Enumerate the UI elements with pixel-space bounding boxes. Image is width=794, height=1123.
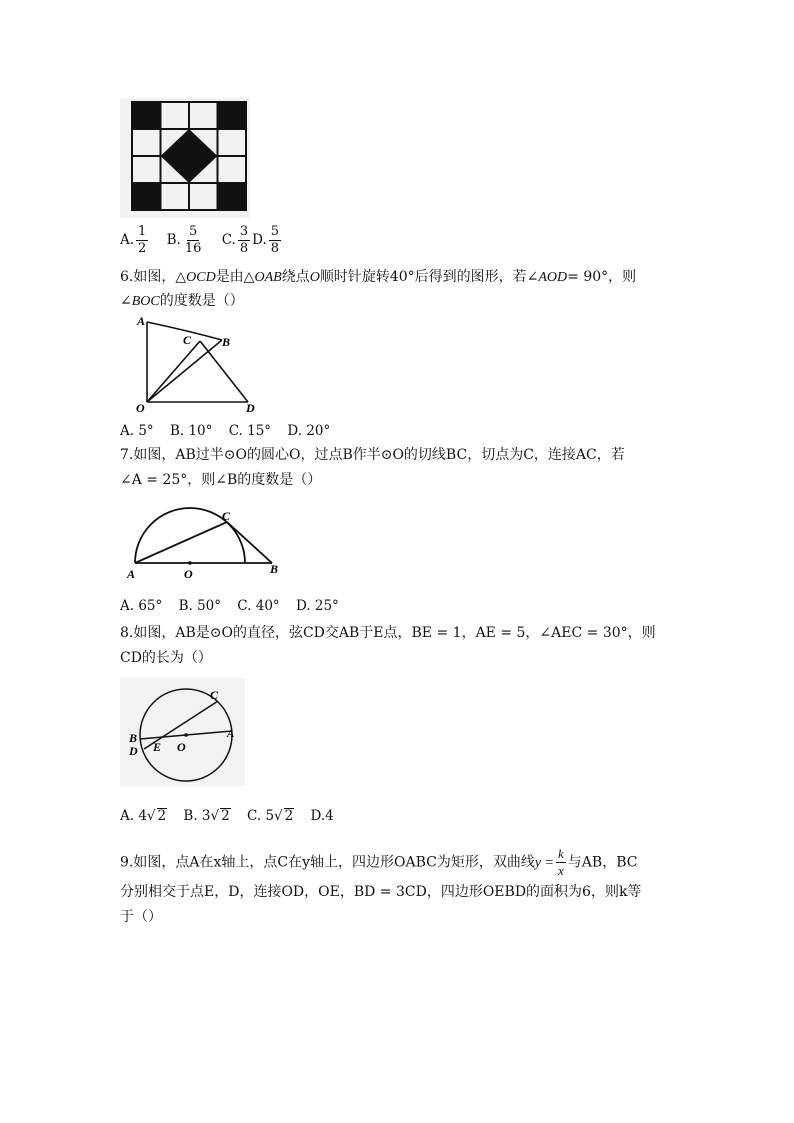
q8-option-a[interactable]: A. 4√ 2 <box>120 808 167 824</box>
segment-ob <box>147 340 222 402</box>
q8-option-c[interactable]: C. 5√ 2 <box>247 808 294 824</box>
q5-options <box>120 224 295 257</box>
q7-option-c[interactable]: C. 40° <box>237 598 280 614</box>
segment-ac <box>135 522 227 563</box>
q6-options <box>120 423 342 439</box>
q9-question-line-2: 分别相交于点E，D，连接OD，OE，BD = 3CD，四边形OEBD的面积为6，则k等 <box>120 884 642 900</box>
q7-question-line-1: 7.如图，AB过半⊙O的圆心O，过点B作半⊙O的切线BC，切点为C，连接AC，若 <box>120 447 625 463</box>
q8-options <box>120 808 346 824</box>
label-d: D <box>246 401 255 415</box>
label-b: B <box>270 562 279 576</box>
q7-option-d[interactable]: D. 25° <box>295 598 339 614</box>
label-b: B <box>222 335 231 349</box>
label-a: A <box>127 567 136 581</box>
q6-option-d[interactable]: D. 20° <box>287 423 331 439</box>
corner-square-bl <box>132 183 161 210</box>
q8-circle-figure <box>120 678 245 786</box>
q6-option-c[interactable]: C. 15° <box>228 423 272 439</box>
corner-square-tl <box>132 102 161 129</box>
q5-option-c[interactable]: C. $\frac{3}{8}$ <box>221 224 249 256</box>
q6-option-b[interactable]: B. 10° <box>169 423 213 439</box>
q8-option-d[interactable]: D.4 <box>310 808 334 824</box>
q7-option-a[interactable]: A. 65° <box>120 598 163 614</box>
q6-rotation-figure <box>130 312 270 416</box>
label-b: B <box>129 731 138 745</box>
q7-options <box>120 598 351 614</box>
segment-oc <box>147 341 200 402</box>
q7-semicircle-figure <box>122 505 292 585</box>
q6-question-line-2: ∠BOC的度数是（） <box>120 293 244 309</box>
q5-option-a[interactable]: A. $\frac{1}{2}$ <box>120 224 147 256</box>
corner-square-tr <box>218 102 247 129</box>
label-a: A <box>227 728 235 740</box>
q8-question-line-2: CD的长为（） <box>120 650 212 666</box>
label-c: C <box>183 333 192 347</box>
label-c: C <box>222 509 231 523</box>
q8-question-line-1: 8.如图，AB是⊙O的直径，弦CD交AB于E点，BE = 1，AE = 5，∠AEC = 30°，则 <box>120 625 656 641</box>
label-o: O <box>184 567 193 581</box>
label-a: A <box>137 314 146 328</box>
q6-question-line-1: 6.如图，△OCD是由△OAB绕点O顺时针旋转40°后得到的图形，若∠AOD= 90°，则 <box>120 269 637 285</box>
center-point-o <box>184 733 188 737</box>
label-e: E <box>153 740 162 754</box>
label-o: O <box>177 740 186 754</box>
q8-option-b[interactable]: B. 3√ 2 <box>183 808 230 824</box>
q5-option-d[interactable]: D. $\frac{5}{8}$ <box>252 224 280 256</box>
label-d: D <box>129 744 138 758</box>
q9-question-line-1: 9.如图，点A在x轴上，点C在y轴上，四边形OABC为矩形，双曲线y = $\frac{k}{x}$ 与AB，BC <box>120 846 638 878</box>
q5-option-b[interactable]: B. $\frac{5}{16}$ <box>166 224 202 256</box>
label-o: O <box>136 401 145 415</box>
corner-square-br <box>218 183 247 210</box>
tangent-bc <box>227 522 272 563</box>
q7-question-line-2: ∠A = 25°，则∠B的度数是（） <box>120 472 322 488</box>
q9-question-line-3: 于（） <box>120 909 162 925</box>
q6-option-a[interactable]: A. 5° <box>120 423 154 439</box>
q5-grid-figure <box>120 98 250 218</box>
q7-option-b[interactable]: B. 50° <box>178 598 221 614</box>
label-c: C <box>210 688 219 702</box>
segment-cd <box>200 341 248 402</box>
center-point-o <box>188 561 192 565</box>
